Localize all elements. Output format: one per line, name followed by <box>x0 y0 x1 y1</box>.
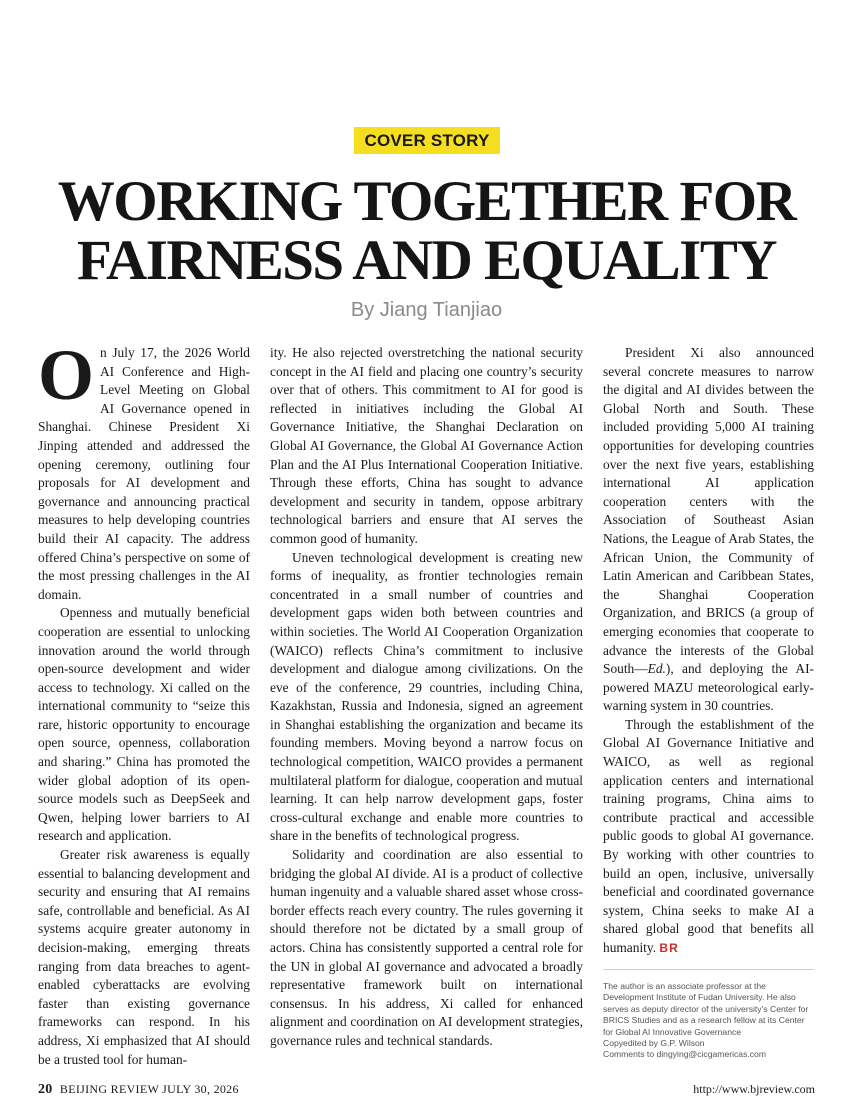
editor-note: Ed. <box>647 661 666 677</box>
author-bio: The author is an associate professor at the Development Institute of Fudan University. He also serves as deputy director of the university’s Center for BRICS Studies and as a research fellow at its Center for Global AI Innovative Governance <box>603 981 809 1037</box>
author-note <box>603 981 814 1061</box>
paragraph-text: President Xi also announced several concrete measures to narrow the digital and AI divides between the Global North and South. These included providing 5,000 AI training opportunities for developing countries over the next five years, establishing international AI application cooperation centers with the Association of Southeast Asian Nations, the League of Arab States, the African Union, the Community of Latin American and Caribbean States, the Shanghai Cooperation Organization, and BRICS (a group of emerging economies that cooperate to advance the interests of the Global South— <box>603 345 814 677</box>
article-column-1 <box>38 335 250 1069</box>
publication-info: BEIJING REVIEW JULY 30, 2026 <box>59 1082 239 1096</box>
paragraph-text: n July 17, the 2026 World AI Conference and High-Level Meeting on Global AI Governance opened in Shanghai. Chinese President Xi Jinping attended and addressed the opening ceremony, outlining four proposals for AI development and governance and announcing practical measures to help developing countries build their AI capacity. The address offered China’s perspective on some of the most pressing challenges in the AI domain. <box>38 345 250 602</box>
copyedit-credit: Copyedited by G.P. Wilson <box>603 1038 705 1049</box>
section-tag: COVER STORY <box>354 127 500 154</box>
headline-line-2: FAIRNESS AND EQUALITY <box>76 229 777 292</box>
paragraph: Openness and mutually beneficial cooperation are essential to unlocking innovation around the world through open-source development and wider access to technology. Xi called on the international community to “seize this rare, historic opportunity to encourage open source, openness, collaboration and sharing.” China has promoted the wider global adoption of its open-source models such as DeepSeek and Qwen, helping lower barriers to AI research and application. <box>38 605 250 844</box>
author-note-divider <box>603 969 814 970</box>
article-column-3 <box>603 344 814 958</box>
article-column-2 <box>270 344 583 1051</box>
paragraph: Uneven technological development is creating new forms of inequality, as frontier technologies remain concentrated in a small number of countries and development gaps widen both between countries and within societies. The World AI Cooperation Organization (WAICO) reflects China’s commitment to inclusive development and dialogue among civilizations. On the eve of the conference, 29 countries, including China, Kazakhstan, Russia and Indonesia, signed an agreement in Shanghai establishing the organization and became its founding members. Moving beyond a narrow focus on technological competition, WAICO provides a permanent multilateral platform for dialogue, cooperation and mutual learning. It can help narrow development gaps, foster cross-cultural exchange and enable more countries to share in the benefits of technological progress. <box>270 549 583 844</box>
drop-cap: O <box>38 335 95 415</box>
paragraph: ity. He also rejected overstretching the national security concept in the AI field and placing one country’s security over that of others. This commitment to AI for good is reflected in initiatives including the Global AI Governance Initiative, the Shanghai Declaration on Global AI Governance, the Global AI Governance Action Plan and the AI Plus International Cooperation Initiative. Through these efforts, China has sought to advance development and security in tandem, oppose arbitrary technological barriers and ensure that AI serves the common good of humanity. <box>270 345 583 546</box>
footer-url[interactable]: http://www.bjreview.com <box>693 1082 815 1096</box>
comments-email[interactable]: Comments to dingying@cicgamericas.com <box>603 1049 766 1060</box>
paragraph: Solidarity and coordination are also essential to bridging the global AI divide. AI is a product of collective human ingenuity and a valuable shared asset whose cross-border effects reach every country. The rules governing it should therefore not be dictated by a small group of actors. China has consistently supported a central role for the UN in global AI governance and advocated a broadly representative framework built on international consensus. In his address, Xi called for enhanced alignment and coordination on AI development strategies, governance rules and technical standards. <box>270 847 583 1048</box>
headline-line-1: WORKING TOGETHER FOR <box>57 170 796 233</box>
footer-left <box>38 1082 239 1098</box>
paragraph-text: Through the establishment of the Global AI Governance Initiative and WAICO, as well as regional application centers and international training programs, China aims to contribute practical and accessible public goods to global AI governance. By working with other countries to build an open, inclusive, universally beneficial and coordinated governance system, China seeks to make AI a shared global good that benefits all humanity. <box>603 716 814 955</box>
paragraph <box>38 335 250 604</box>
paragraph <box>603 716 814 958</box>
byline: By Jiang Tianjiao <box>350 299 503 321</box>
paragraph: Greater risk awareness is equally essential to balancing development and security and ensuring that AI remains safe, controllable and beneficial. As AI systems acquire greater autonomy in decision-making, emerging threats ranging from data breaches to agent-enabled cyberattacks are evolving faster than existing governance frameworks can respond. In his address, Xi emphasized that AI should be a trusted tool for human- <box>38 847 250 1067</box>
page-number: 20 <box>38 1082 53 1097</box>
end-mark: BR <box>659 941 679 955</box>
paragraph <box>603 344 814 716</box>
paragraph-text: ), and deploying the AI-powered MAZU meteorological early-warning system in 30 countries. <box>603 661 814 714</box>
